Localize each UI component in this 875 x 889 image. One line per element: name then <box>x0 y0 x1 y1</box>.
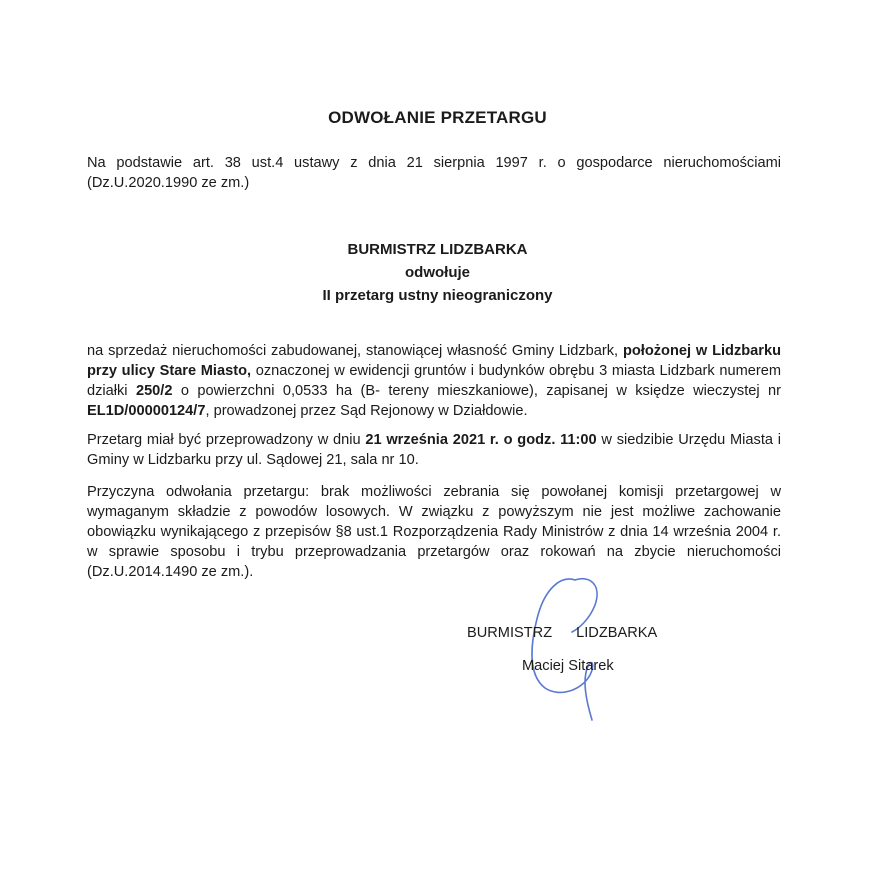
subject-land-register-number: EL1D/00000124/7 <box>87 403 206 419</box>
schedule-text-1: Przetarg miał być przeprowadzony w dniu <box>87 432 366 448</box>
heading-action: odwołuje <box>405 264 470 281</box>
announcement-heading <box>0 238 875 307</box>
signatory-title-word-2: LIDZBARKA <box>576 625 658 641</box>
subject-location: położonej w Lidzbarku przy ulicy Stare Miasto, <box>87 343 781 379</box>
legal-basis-paragraph: Na podstawie art. 38 ust.4 ustawy z dnia 21 sierpnia 1997 r. o gospodarce nieruchomościami (Dz.U.2020.1990 ze zm.) <box>87 155 781 191</box>
subject-text-4: , prowadzonej przez Sąd Rejonowy w Działdowie. <box>205 403 528 419</box>
document-title: ODWOŁANIE PRZETARGU <box>328 108 547 127</box>
subject-parcel-number: 250/2 <box>135 383 173 399</box>
subject-text-2: oznaczonej w ewidencji gruntów i budynków obrębu 3 miasta Lidzbark numerem działki <box>87 363 781 399</box>
heading-authority: BURMISTRZ LIDZBARKA <box>347 241 528 258</box>
cancellation-reason-paragraph: Przyczyna odwołania przetargu: brak możliwości zebrania się powołanej komisji przetargowej w wymaganym składzie z powodów losowych. W związku z powyższym nie jest możliwe zachowanie obowiązku wynikającego z przepisów §8 ust.1 Rozporządzenia Rady Ministrów z dnia 14 września 2004 r. w sprawie sposobu i trybu przeprowadzania przetargów oraz rokowań na zbycie nieruchomości (Dz.U.2014.1490 ze zm.). <box>87 484 781 580</box>
subject-text-1: na sprzedaż nieruchomości zabudowanej, stanowiącej własność Gminy Lidzbark, <box>87 343 623 359</box>
property-description-paragraph <box>87 341 781 421</box>
heading-tender-type: II przetarg ustny nieograniczony <box>322 287 553 304</box>
schedule-date-time: 21 września 2021 r. o godz. 11:00 <box>365 432 597 448</box>
signature-block <box>467 623 667 674</box>
handwritten-signature <box>520 570 610 730</box>
signatory-title <box>467 623 667 643</box>
signatory-name: Maciej Sitarek <box>522 658 614 674</box>
tender-schedule-paragraph <box>87 430 781 470</box>
signatory-title-word-1: BURMISTRZ <box>467 625 553 641</box>
subject-text-3: o powierzchni 0,0533 ha (B- tereny mieszkaniowe), zapisanej w księdze wieczystej nr <box>172 383 782 399</box>
schedule-text-2: w siedzibie Urzędu Miasta i Gminy w Lidzbarku przy ul. Sądowej 21, sala nr 10. <box>87 432 781 468</box>
